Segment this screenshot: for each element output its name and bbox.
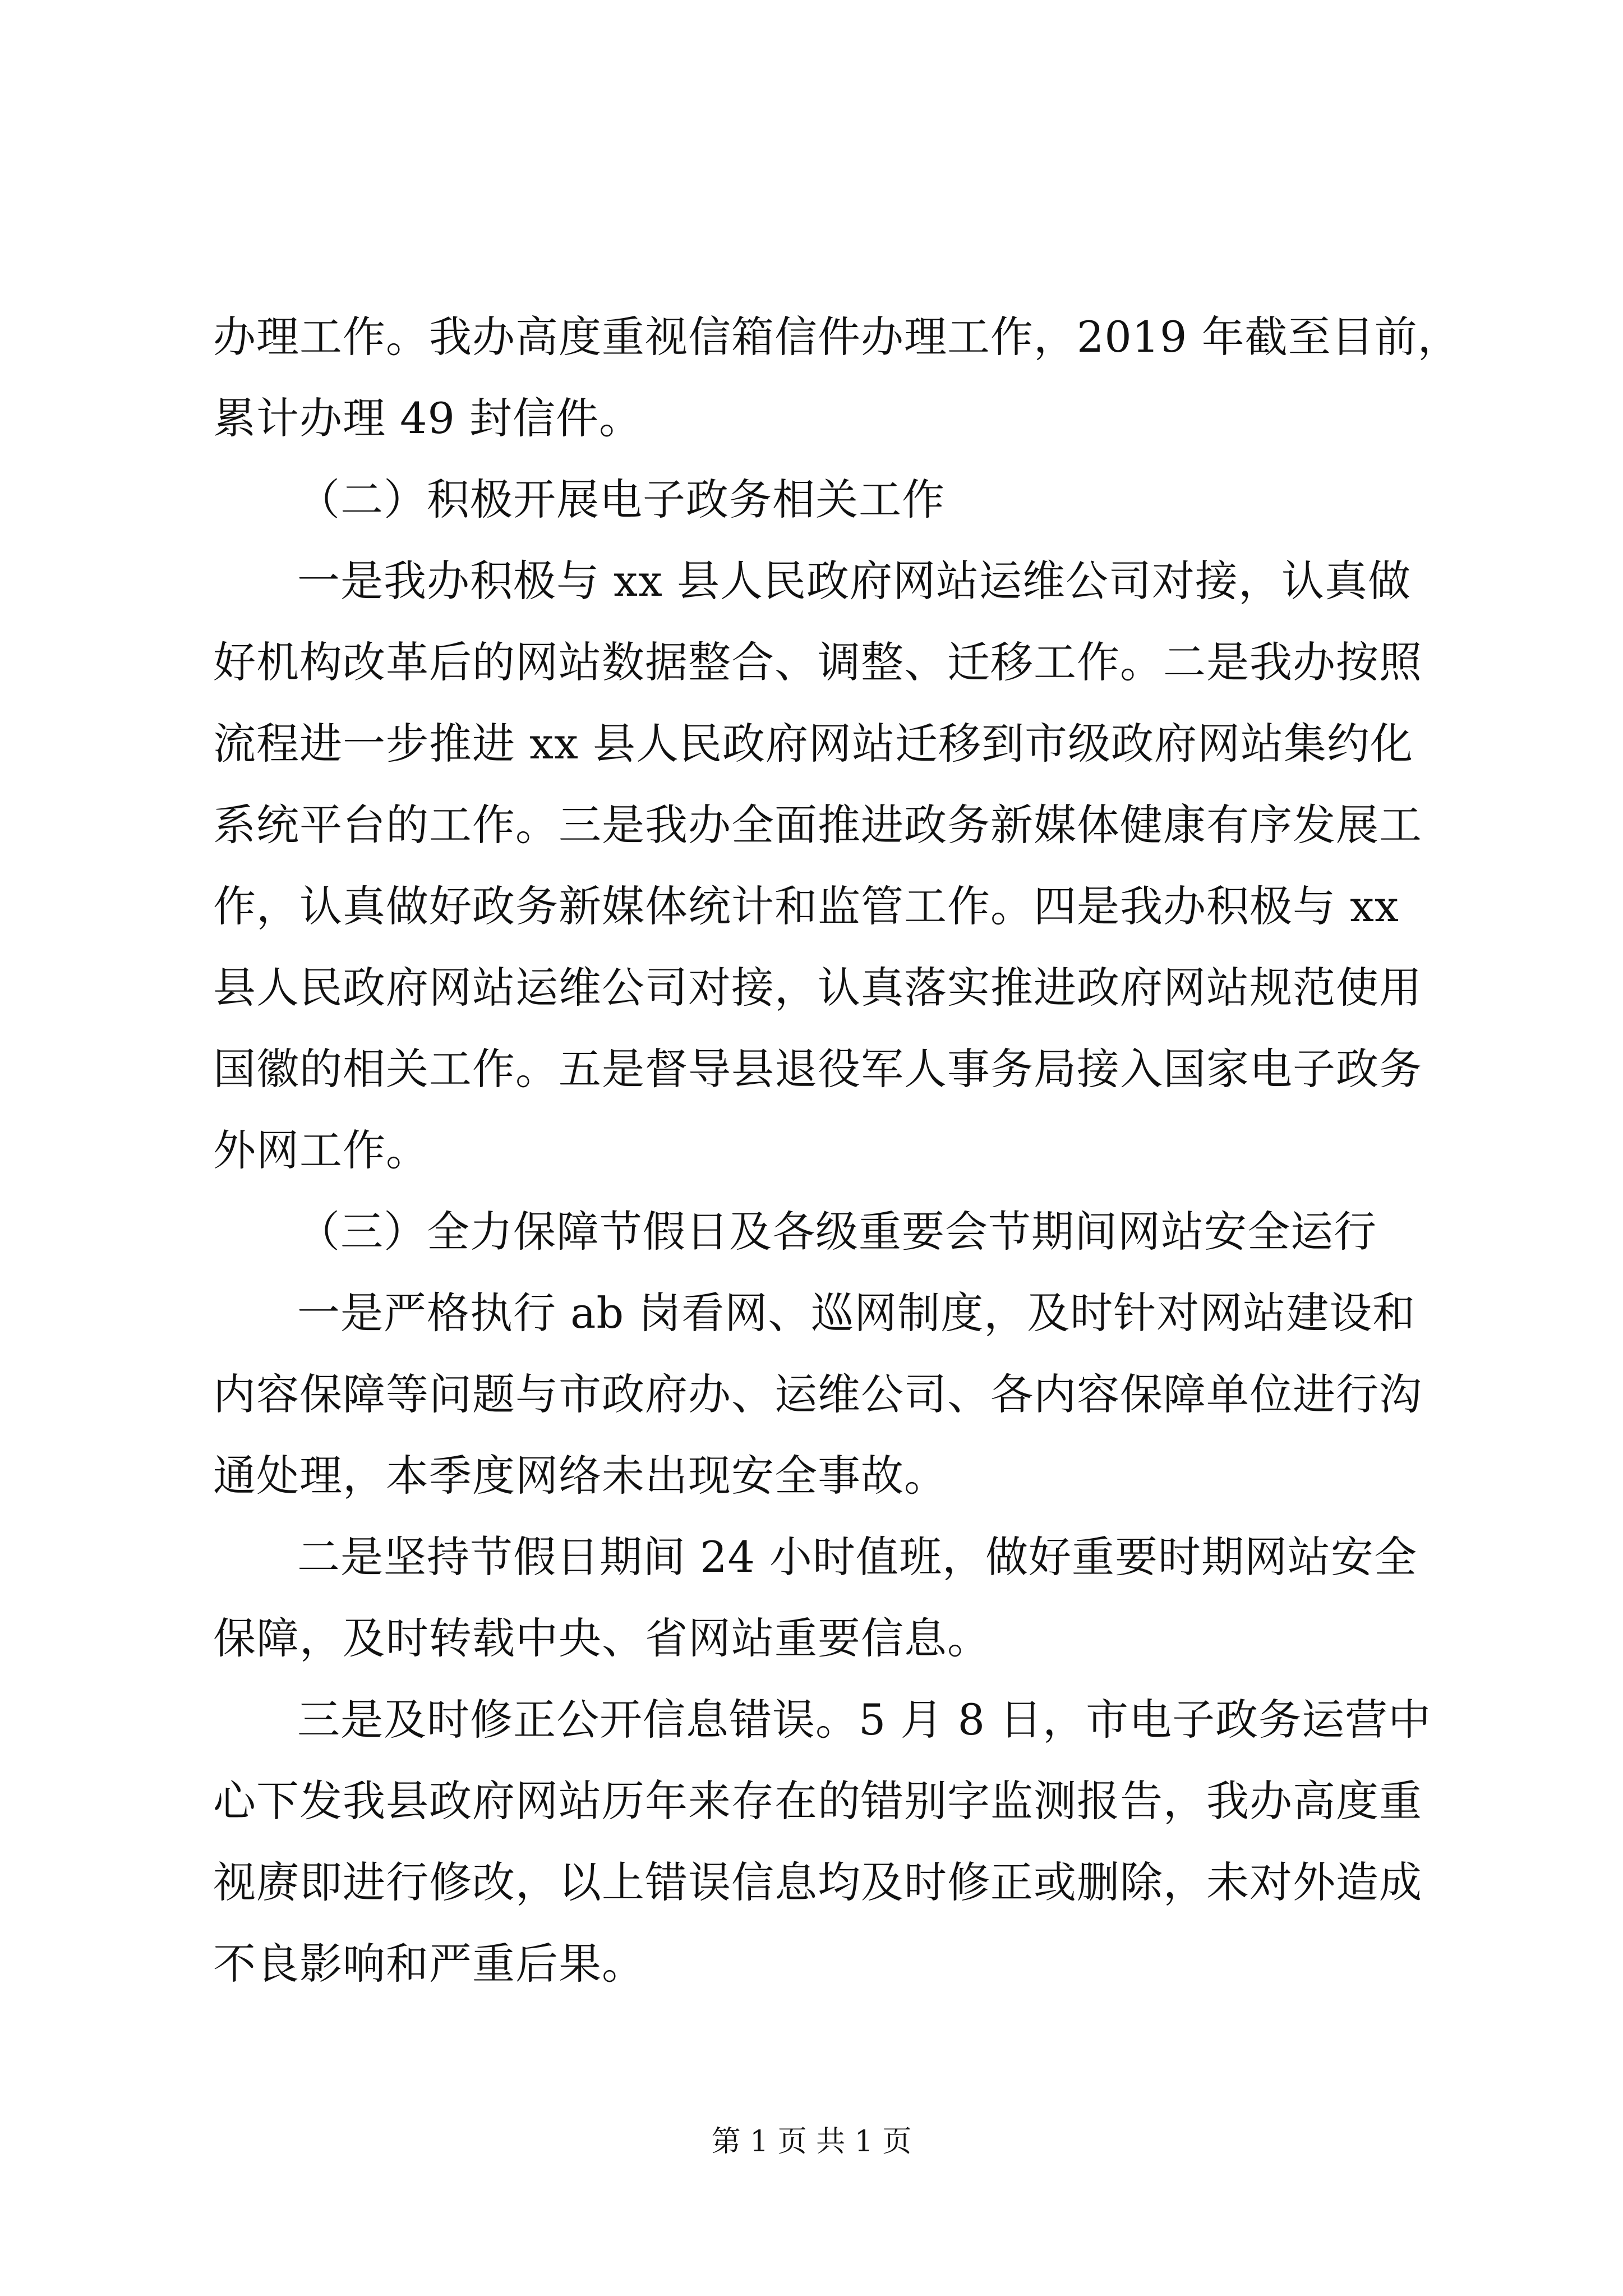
paragraph-line: 二是坚持节假日期间 24 小时值班，做好重要时期网站安全 (297, 1532, 1418, 1582)
section-heading: （三）全力保障节假日及各级重要会节期间网站安全运行 (297, 1207, 1377, 1257)
paragraph-line: 一是严格执行 ab 岗看网、巡网制度，及时针对网站建设和 (297, 1288, 1416, 1338)
section-heading: （二）积极开展电子政务相关工作 (297, 475, 945, 524)
paragraph-line: 通处理，本季度网络未出现安全事故。 (213, 1451, 947, 1501)
page-number-footer: 第 1 页 共 1 页 (711, 2125, 912, 2159)
paragraph-line: 不良影响和严重后果。 (213, 1939, 645, 1989)
paragraph-line: 县人民政府网站运维公司对接，认真落实推进政府网站规范使用 (213, 963, 1422, 1013)
paragraph-line: 系统平台的工作。三是我办全面推进政务新媒体健康有序发展工 (213, 800, 1422, 850)
paragraph-line: 心下发我县政府网站历年来存在的错别字监测报告，我办高度重 (213, 1776, 1422, 1826)
paragraph-line: 三是及时修正公开信息错误。5 月 8 日，市电子政务运营中 (297, 1695, 1432, 1745)
paragraph-line: 作，认真做好政务新媒体统计和监管工作。四是我办积极与 xx (213, 881, 1399, 931)
paragraph-line: 好机构改革后的网站数据整合、调整、迁移工作。二是我办按照 (213, 637, 1422, 687)
paragraph-line: 累计办理 49 封信件。 (213, 393, 643, 443)
paragraph-line: 办理工作。我办高度重视信箱信件办理工作，2019 年截至目前， (213, 312, 1461, 362)
paragraph-line: 外网工作。 (213, 1125, 429, 1175)
paragraph-line: 视赓即进行修改，以上错误信息均及时修正或删除，未对外造成 (213, 1857, 1422, 1907)
paragraph-line: 流程进一步推进 xx 县人民政府网站迁移到市级政府网站集约化 (213, 719, 1414, 769)
paragraph-line: 一是我办积极与 xx 县人民政府网站运维公司对接，认真做 (297, 556, 1412, 606)
paragraph-line: 国徽的相关工作。五是督导县退役军人事务局接入国家电子政务 (213, 1044, 1422, 1094)
paragraph-line: 内容保障等问题与市政府办、运维公司、各内容保障单位进行沟 (213, 1369, 1422, 1419)
paragraph-line: 保障，及时转载中央、省网站重要信息。 (213, 1613, 990, 1663)
document-body (213, 311, 1461, 2019)
